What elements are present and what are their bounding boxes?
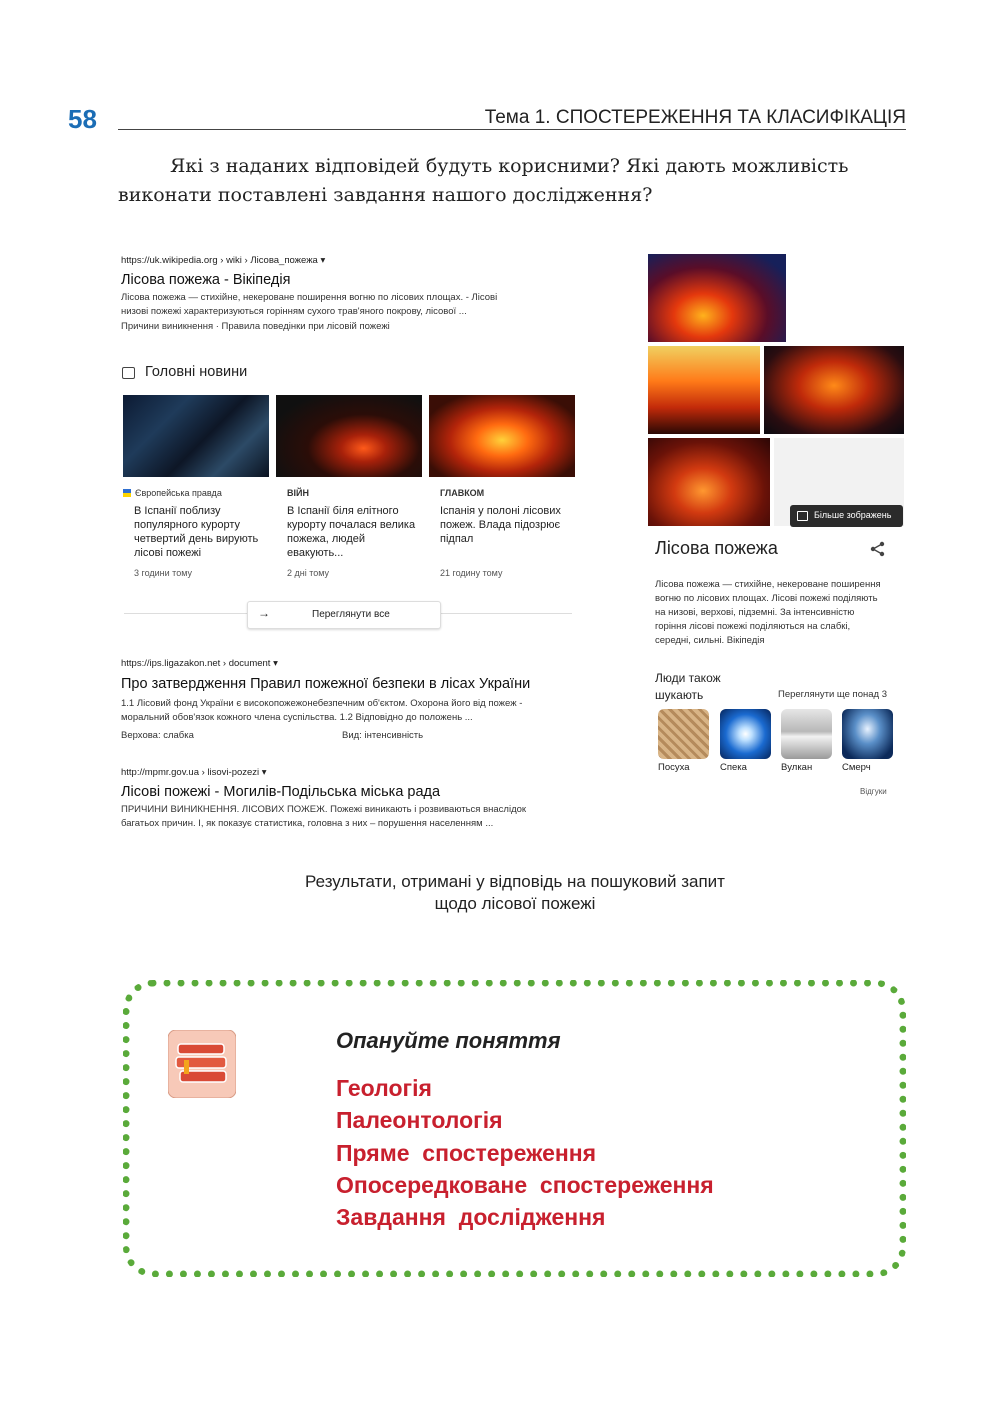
image-icon [797,511,808,521]
view-all-button[interactable] [247,601,441,629]
related-label[interactable]: Смерч [842,762,871,773]
news-time: 2 дні тому [287,568,330,578]
result-snippet: моральний обов'язок кожного члена суспільства. 1.2 Відповідно до положень ... [121,712,473,723]
result-url[interactable]: http://mpmr.gov.ua › lisovi-pozezi ▾ [121,767,267,778]
people-also-search: Люди також шукають [655,671,721,702]
concept-item: Палеонтологія [336,1107,503,1133]
drought-thumbnail[interactable] [658,709,709,759]
feedback-link[interactable]: Відгуки [860,787,887,796]
result-snippet: 1.1 Лісовий фонд України є високопожежонебезпечним об'єктом. Охорона його від пожеж - [121,698,523,709]
news-source: ГЛАВКОМ [440,488,485,498]
result-title[interactable]: Лісова пожежа - Вікіпедія [121,272,291,288]
figure-caption: Результати, отримані у відповідь на пошуковий запит щодо лісової пожежі [305,872,725,913]
news-title[interactable]: Іспанія у полоні лісових пожеж. Влада підозрює підпал [440,505,561,545]
result-meta: Верхова: слабка [121,730,194,741]
news-title[interactable]: В Іспанії поблизу популярного курорту четвертий день вирують лісові пожежі [134,505,259,559]
result-snippet: Лісова пожежа — стихійне, некероване поширення вогню по лісових площах. - Лісові [121,292,498,303]
concept-item: Геологія [336,1075,432,1101]
result-url[interactable]: https://ips.ligazakon.net › document ▾ [121,658,278,669]
news-image[interactable] [276,395,422,477]
chapter-title: Тема 1. СПОСТЕРЕЖЕННЯ ТА КЛАСИФІКАЦІЯ [484,107,906,128]
tornado-thumbnail[interactable] [842,709,893,759]
related-label[interactable]: Посуха [658,762,690,773]
news-image[interactable] [123,395,269,477]
related-label[interactable]: Спека [720,762,747,773]
result-snippet: багатьох причин. І, як показує статистика, головна з них – порушення населенням ... [121,818,494,829]
concept-box [123,980,906,1277]
news-time: 3 години тому [134,568,192,578]
view-all-label: Переглянути все [312,609,390,620]
result-meta: Вид: інтенсивність [342,730,424,741]
books-icon [168,1030,236,1098]
newspaper-icon [122,367,135,379]
share-icon[interactable] [870,541,886,557]
result-links[interactable]: Причини виникнення · Правила поведінки при лісовій пожежі [121,321,390,332]
see-more-link[interactable]: Переглянути ще понад 3 [778,689,887,700]
result-snippet: низові пожежі характеризуються горінням сухого трав'яного покрову, лісової ... [121,306,467,317]
flag-icon [123,489,131,497]
heat-thumbnail[interactable] [720,709,771,759]
result-url[interactable]: https://uk.wikipedia.org › wiki › Лісова_пожежа ▾ [121,255,326,266]
header-rule [118,129,906,130]
news-image[interactable] [429,395,575,477]
news-source: Європейська правда [135,488,222,498]
result-title[interactable]: Про затвердження Правил пожежної безпеки в лісах України [121,676,531,692]
fire-photo[interactable] [648,254,786,342]
related-label[interactable]: Вулкан [781,762,813,773]
intro-paragraph: Які з наданих відповідей будуть корисними? Які дають можливість виконати поставлені завдання нашого дослідження? [118,155,849,206]
more-images-button[interactable] [790,505,903,527]
result-title[interactable]: Лісові пожежі - Могилів-Подільська міська рада [121,784,441,800]
page-number: 58 [68,104,97,134]
concept-item: Пряме спостереження [336,1140,597,1166]
fire-photo[interactable] [648,346,760,434]
news-time: 21 годину тому [440,568,503,578]
concept-heading: Опануйте поняття [336,1028,561,1053]
more-images-label: Більше зображень [814,510,892,520]
arrow-right-icon: → [258,606,270,620]
panel-description: Лісова пожежа — стихійне, некероване поширення вогню по лісових площах. Лісові пожежі поділяють на низові, верхові, підземні. За інтенсивністю горіння лісові пожежі поділяються на слабкі, середні, сильні. Вікіпедія [655,579,881,646]
volcano-thumbnail[interactable] [781,709,832,759]
result-snippet: ПРИЧИНИ ВИНИКНЕННЯ. ЛІСОВИХ ПОЖЕЖ. Пожежі виникають і розвиваються внаслідок [121,804,527,815]
news-heading: Головні новини [145,364,248,380]
news-source: ВІЙН [287,488,309,498]
fire-photo[interactable] [648,438,770,526]
news-title[interactable]: В Іспанії біля елітного курорту почалася велика пожежа, людей евакують... [287,505,416,559]
concept-item: Опосередковане спостереження [336,1172,714,1198]
panel-title: Лісова пожежа [655,538,778,558]
concept-item: Завдання дослідження [336,1204,606,1230]
fire-photo[interactable] [764,346,904,434]
